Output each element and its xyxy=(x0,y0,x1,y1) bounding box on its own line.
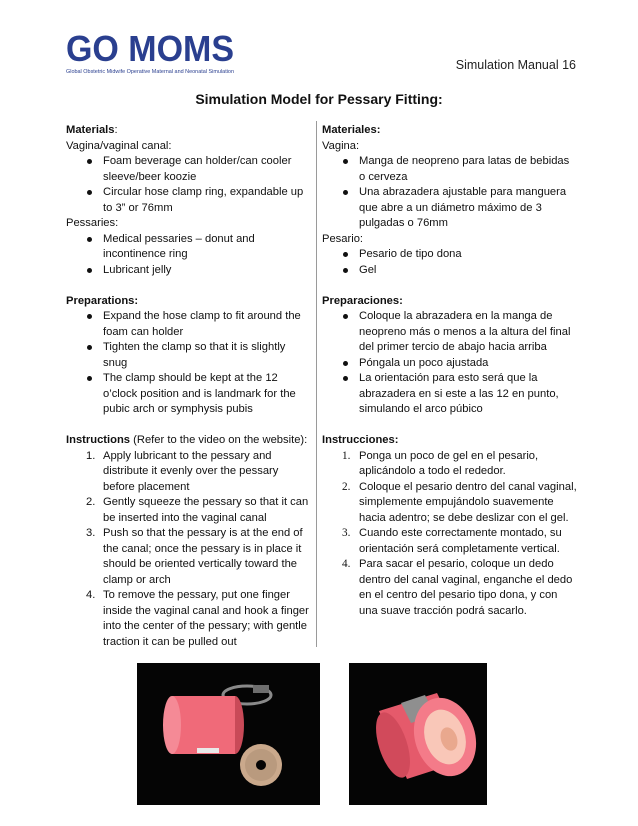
list-item: Gel xyxy=(322,263,578,279)
photo-model-assembled xyxy=(349,663,487,805)
list-item: 1. Ponga un poco de gel en el pesario, aplicándolo a todo el rededor. xyxy=(342,449,539,477)
instrucciones-heading: Instrucciones: xyxy=(322,434,399,446)
pessaries-list xyxy=(66,232,312,279)
preparations-list-es xyxy=(322,309,578,418)
list-item: The clamp should be kept at the 12 o’clock position and is landmark for the pubic arch or symphysis pubis xyxy=(66,371,312,418)
list-item: 3. Push so that the pessary is at the end of the canal; once the pessary is in place it should be oriented vertically toward the clamp or arch xyxy=(86,527,303,586)
list-item: Coloque la abrazadera en la manga de neopreno más o menos a la altura del final del primer tercio de abajo hacia arriba xyxy=(322,309,578,356)
column-divider xyxy=(316,121,317,647)
english-column xyxy=(66,123,312,650)
pessaries-label: Pessaries: xyxy=(66,217,119,229)
vagina-label-es: Vagina: xyxy=(322,139,360,152)
list-item: Lubricant jelly xyxy=(66,263,312,279)
photo-model-components xyxy=(137,663,320,805)
pessary-list-es xyxy=(322,247,578,278)
list-item: 1. Apply lubricant to the pessary and distribute it evenly over the pessary before placement xyxy=(86,449,279,493)
list-item: 4. To remove the pessary, put one finger inside the vaginal canal and hook a finger into the center of the pessary; with gentle traction it can be pulled out xyxy=(86,589,309,648)
instructions-note: (Refer to the video on the website): xyxy=(130,434,308,446)
list-item: Manga de neopreno para latas de bebidas o cerveza xyxy=(322,154,578,185)
pessary-label-es: Pesario: xyxy=(322,232,364,245)
spanish-column xyxy=(322,123,578,619)
instructions-list-es xyxy=(322,449,578,620)
instructions-list xyxy=(66,449,312,651)
list-item: 2. Gently squeeze the pessary so that it can be inserted into the vaginal canal xyxy=(86,496,309,524)
vagina-label: Vagina/vaginal canal: xyxy=(66,139,172,152)
instructions-heading: Instructions xyxy=(66,434,131,446)
materiales-heading: Materiales: xyxy=(322,124,381,136)
instructions-heading-line xyxy=(66,433,312,449)
list-item: Tighten the clamp so that it is slightly snug xyxy=(66,340,312,371)
list-item: Póngala un poco ajustada xyxy=(322,356,578,372)
list-item: Una abrazadera ajustable para manguera que abre a un diámetro máximo de 3 pulgadas o 76mm xyxy=(322,185,578,232)
list-item: 4. Para sacar el pesario, coloque un dedo dentro del canal vaginal, enganche el dedo en el centro del pesario tipo dona, y con una suave tracción podrá sacarlo. xyxy=(342,558,573,617)
page-title: Simulation Model for Pessary Fitting: xyxy=(195,91,443,107)
page-label: Simulation Manual 16 xyxy=(455,58,576,72)
list-item: Medical pessaries – donut and incontinence ring xyxy=(66,232,312,263)
go-moms-logo xyxy=(66,28,236,76)
list-item: Pesario de tipo dona xyxy=(322,247,578,263)
list-item: Expand the hose clamp to fit around the foam can holder xyxy=(66,309,312,340)
logo-tagline: Global Obstetric Midwife Operative Maternal and Neonatal Simulation xyxy=(66,69,234,75)
list-item: 2. Coloque el pesario dentro del canal vaginal, simplemente empujándolo suavemente hacia adentro; se debe deslizar con el gel. xyxy=(342,480,577,524)
list-item: Foam beverage can holder/can cooler sleeve/beer koozie xyxy=(66,154,312,185)
list-item: Circular hose clamp ring, expandable up to 3” or 76mm xyxy=(66,185,312,216)
logo-text: GO MOMS xyxy=(66,28,234,69)
materials-heading: Materials xyxy=(66,124,115,136)
preparations-heading: Preparations: xyxy=(66,294,139,307)
list-item: 3. Cuando este correctamente montado, su orientación será completamente vertical. xyxy=(342,527,562,555)
vagina-materials-list xyxy=(66,154,312,216)
list-item: La orientación para esto será que la abrazadera en si este a las 12 en punto, simulando el arco púbico xyxy=(322,371,578,418)
preparations-list xyxy=(66,309,312,418)
vagina-materials-list-es xyxy=(322,154,578,232)
preparaciones-heading: Preparaciones: xyxy=(322,294,403,307)
materials-heading-line: Materials: xyxy=(66,124,118,136)
